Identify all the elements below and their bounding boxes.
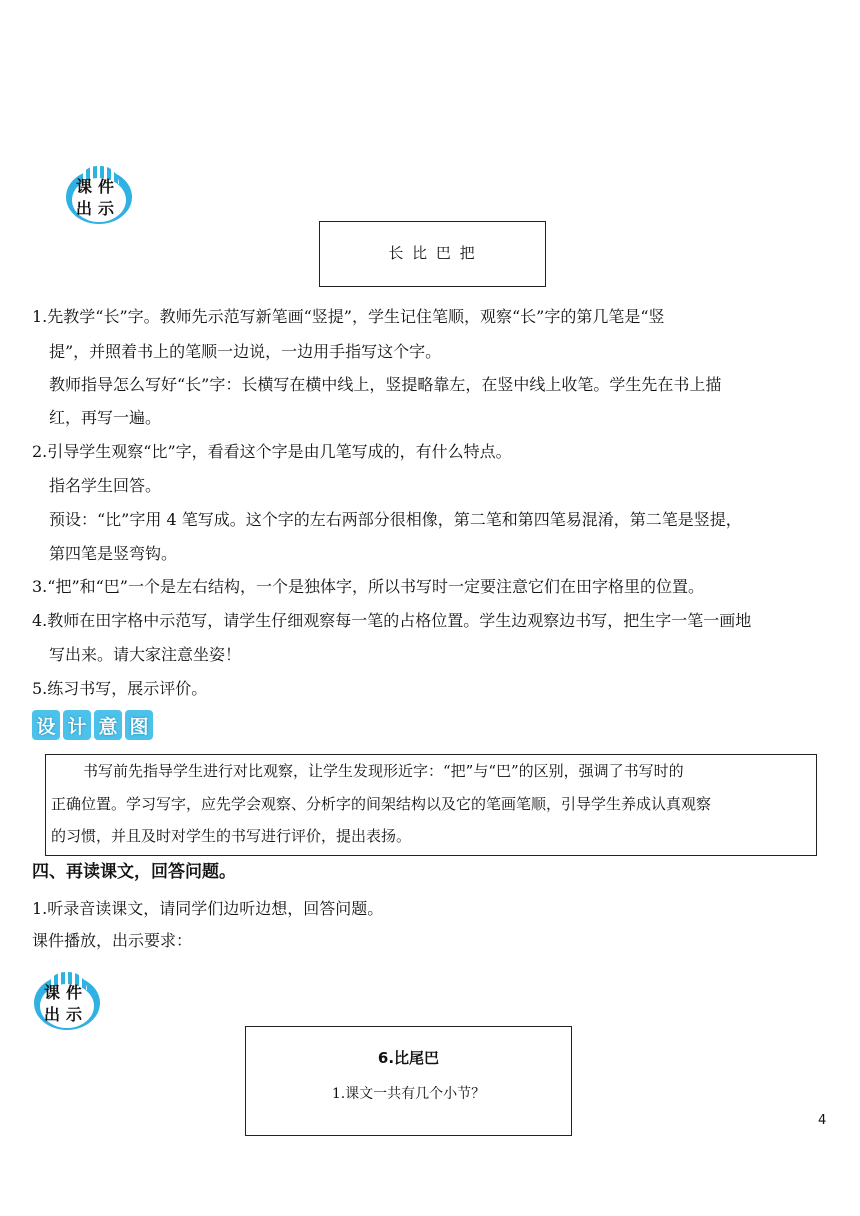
design-intent-char: 意 <box>94 710 122 740</box>
badge-text-line1: 课件 <box>76 177 121 196</box>
design-intent-box <box>45 754 817 856</box>
design-intent-line: 书写前先指导学生进行对比观察，让学生发现形近字：“把”与“巴”的区别，强调了书写时的 <box>83 762 684 780</box>
step-line: 预设：“比”字用 4 笔写成。这个字的左右两部分很相像，第二笔和第四笔易混淆，第二笔是竖提， <box>49 510 742 529</box>
section-line: 课件播放，出示要求： <box>32 931 193 950</box>
character-box-text: 长 比 巴 把 <box>388 244 477 262</box>
badge-text-line2: 出示 <box>44 1005 89 1024</box>
step-line: 2.引导学生观察“比”字，看看这个字是由几笔写成的，有什么特点。 <box>32 442 512 461</box>
step-line: 1.先教学“长”字。教师先示范写新笔画“竖提”，学生记住笔顺，观察“长”字的第几笔是“竖 <box>32 307 665 326</box>
design-intent-char: 设 <box>32 710 60 740</box>
badge-text-line2: 出示 <box>76 199 121 218</box>
design-intent-char: 计 <box>63 710 91 740</box>
section-heading: 四、再读课文，回答问题。 <box>32 862 236 882</box>
question-box <box>245 1026 572 1136</box>
step-line: 4.教师在田字格中示范写，请学生仔细观察每一笔的占格位置。学生边观察边书写，把生字一笔一画地 <box>32 611 752 630</box>
section-line: 1.听录音读课文，请同学们边听边想，回答问题。 <box>32 899 384 918</box>
step-line: 教师指导怎么写好“长”字：长横写在横中线上，竖提略靠左，在竖中线上收笔。学生先在书上描 <box>49 375 722 394</box>
step-line: 红，再写一遍。 <box>49 408 162 427</box>
design-intent-line: 的习惯，并且及时对学生的书写进行评价，提出表扬。 <box>51 827 412 845</box>
courseware-badge-icon <box>34 972 100 1030</box>
question-box-question: 1.课文一共有几个小节？ <box>331 1086 486 1102</box>
design-intent-line: 正确位置。学习写字，应先学会观察、分析字的间架结构以及它的笔画笔顺，引导学生养成认真观察 <box>51 795 712 813</box>
step-line: 指名学生回答。 <box>49 476 162 495</box>
step-line: 写出来。请大家注意坐姿！ <box>49 645 242 664</box>
design-intent-char: 图 <box>125 710 153 740</box>
courseware-badge-icon <box>66 166 132 224</box>
step-line: 5.练习书写，展示评价。 <box>32 679 208 698</box>
step-line: 3.“把”和“巴”一个是左右结构，一个是独体字，所以书写时一定要注意它们在田字格里的位置。 <box>32 577 704 596</box>
character-box <box>319 221 546 287</box>
step-line: 第四笔是竖弯钩。 <box>49 544 178 563</box>
step-line: 提”，并照着书上的笔顺一边说，一边用手指写这个字。 <box>49 342 442 361</box>
page-number: 4 <box>818 1113 827 1128</box>
design-intent-label <box>32 710 153 742</box>
question-box-title: 6.比尾巴 <box>377 1049 440 1067</box>
badge-text-line1: 课件 <box>44 983 89 1002</box>
